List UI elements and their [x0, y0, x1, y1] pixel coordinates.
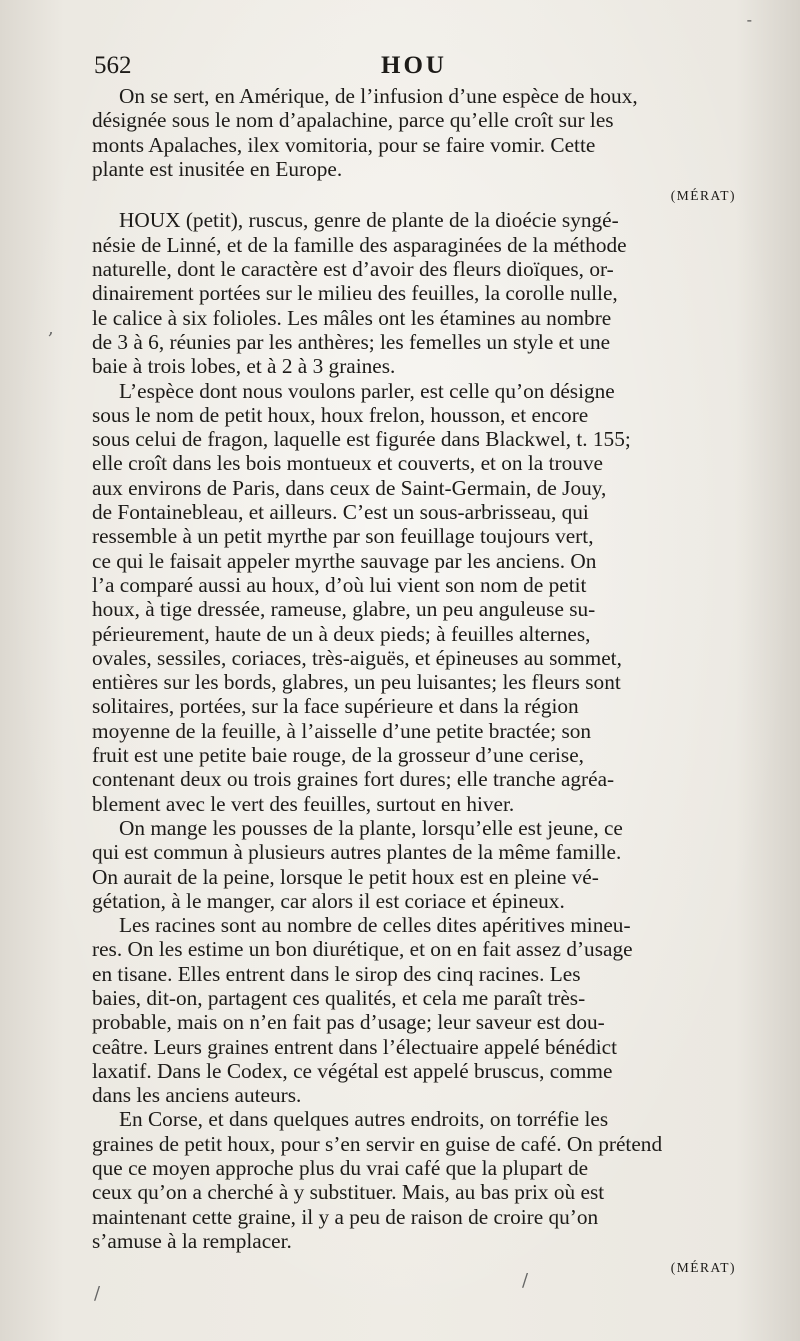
page-header	[94, 52, 734, 82]
paragraph-line: baie à trois lobes, et à 2 à 3 graines.	[92, 354, 396, 379]
paragraph-line: laxatif. Dans le Codex, ce végétal est appelé bruscus, comme	[92, 1058, 613, 1083]
paragraph-line: On mange les pousses de la plante, lorsqu’elle est jeune, ce	[119, 815, 623, 840]
paragraph-line: solitaires, portées, sur la face supérieure et dans la région	[92, 694, 579, 719]
paragraph-line: contenant deux ou trois graines fort dures; elle tranche agréa-	[92, 767, 615, 792]
running-head: HOU	[381, 52, 447, 79]
paragraph-petit-houx-entry	[92, 208, 736, 378]
paragraph-line: entières sur les bords, glabres, un peu luisantes; les fleurs sont	[92, 670, 621, 695]
paragraph-species-description	[92, 379, 736, 816]
paragraph-roots-usage	[92, 913, 736, 1107]
paragraph-line: ceux qu’on a cherché à y substituer. Mais, au bas prix où est	[92, 1180, 605, 1205]
paragraph-line: dinairement portées sur le milieu des feuilles, la corolle nulle,	[92, 281, 618, 306]
paragraph-line: ressemble à un petit myrthe par son feuillage toujours vert,	[92, 524, 594, 549]
paragraph-line: sous celui de fragon, laquelle est figurée dans Blackwel, t. 155;	[92, 427, 631, 452]
bottom-margin-marks	[92, 1270, 736, 1310]
paragraph-line: l’a comparé aussi au houx, d’où lui vient son nom de petit	[92, 572, 587, 597]
paragraph-line: que ce moyen approche plus du vrai café que la plupart de	[92, 1156, 589, 1181]
paragraph-line: ceâtre. Leurs graines entrent dans l’électuaire appelé bénédict	[92, 1034, 618, 1059]
paragraph-line: désignée sous le nom d’apalachine, parce qu’elle croît sur les	[92, 108, 614, 133]
paragraph-line: res. On les estime un bon diurétique, et on en fait assez d’usage	[92, 937, 633, 962]
paragraph-edible-shoots	[92, 816, 736, 913]
paragraph-line: blement avec le vert des feuilles, surtout en hiver.	[92, 791, 515, 816]
paragraph-line: monts Apalaches, ilex vomitoria, pour se faire vomir. Cette	[92, 132, 596, 157]
paragraph-line: graines de petit houx, pour s’en servir en guise de café. On prétend	[92, 1131, 663, 1156]
paragraph-line: nésie de Linné, et de la famille des asparaginées de la méthode	[92, 232, 627, 257]
paragraph-line: ovales, sessiles, coriaces, très-aiguës, et épineuses au sommet,	[92, 645, 622, 670]
paragraph-line: sous le nom de petit houx, houx frelon, housson, et encore	[92, 402, 589, 427]
paragraph-line: périeurement, haute de un à deux pieds; à feuilles alternes,	[92, 621, 591, 646]
paragraph-line: L’espèce dont nous voulons parler, est celle qu’on désigne	[119, 378, 615, 403]
paragraph-line: Les racines sont au nombre de celles dites apéritives mineu-	[119, 913, 631, 938]
paragraph-line: ce qui le faisait appeler myrthe sauvage par les anciens. On	[92, 548, 597, 573]
left-margin-mark: ,	[48, 318, 54, 339]
page-number: 562	[94, 52, 132, 79]
paragraph-line: en tisane. Elles entrent dans le sirop des cinq racines. Les	[92, 961, 581, 986]
paragraph-line: de 3 à 6, réunies par les anthères; les femelles un style et une	[92, 329, 611, 354]
author-signature	[92, 181, 736, 208]
article-body	[92, 84, 736, 1281]
paragraph-line: elle croît dans les bois montueux et couverts, et on la trouve	[92, 451, 603, 476]
paragraph-line: fruit est une petite baie rouge, de la grosseur d’une cerise,	[92, 743, 585, 768]
paragraph-line: plante est inusitée en Europe.	[92, 156, 343, 181]
paragraph-line: naturelle, dont le caractère est d’avoir des fleurs dioïques, or-	[92, 257, 614, 282]
paragraph-line: En Corse, et dans quelques autres endroits, on torréfie les	[119, 1107, 609, 1132]
paragraph-line: le calice à six folioles. Les mâles ont les étamines au nombre	[92, 305, 612, 330]
paragraph-line: s’amuse à la remplacer.	[92, 1228, 292, 1253]
paragraph-corsica-coffee	[92, 1107, 736, 1253]
paragraph-line: maintenant cette graine, il y a peu de raison de croire qu’on	[92, 1204, 599, 1229]
paragraph-line: probable, mais on n’en fait pas d’usage; leur saveur est dou-	[92, 1010, 605, 1035]
author-name: (MÉRAT)	[670, 1260, 736, 1276]
author-name: (MÉRAT)	[670, 188, 736, 204]
paragraph-line: HOUX (petit), ruscus, genre de plante de la dioécie syngé-	[119, 208, 619, 233]
paragraph-houx-infusion	[92, 84, 736, 181]
bottom-center-mark: /	[522, 1270, 529, 1291]
paragraph-line: gétation, à le manger, car alors il est coriace et épineux.	[92, 888, 565, 913]
paragraph-line: baies, dit-on, partagent ces qualités, et cela me paraît très-	[92, 985, 586, 1010]
top-right-corner-mark: -	[746, 10, 752, 29]
paragraph-line: aux environs de Paris, dans ceux de Saint-Germain, de Jouy,	[92, 475, 607, 500]
paragraph-line: de Fontainebleau, et ailleurs. C’est un sous-arbrisseau, qui	[92, 500, 589, 525]
paragraph-line: On se sert, en Amérique, de l’infusion d’une espèce de houx,	[119, 84, 638, 108]
paragraph-line: On aurait de la peine, lorsque le petit houx est en pleine vé-	[92, 864, 599, 889]
paragraph-line: dans les anciens auteurs.	[92, 1083, 302, 1108]
paragraph-line: qui est commun à plusieurs autres plantes de la même famille.	[92, 840, 622, 865]
paragraph-line: moyenne de la feuille, à l’aisselle d’une petite bractée; son	[92, 718, 592, 743]
bottom-left-mark: /	[94, 1283, 101, 1304]
paragraph-line: houx, à tige dressée, rameuse, glabre, un peu anguleuse su-	[92, 597, 596, 622]
